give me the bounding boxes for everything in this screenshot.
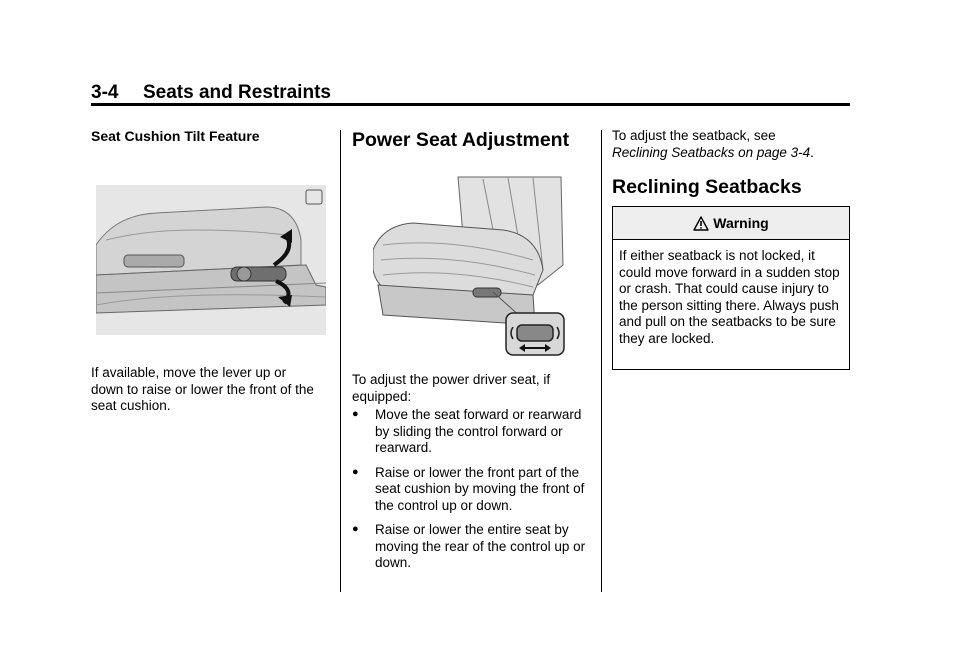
power-seat-illustration	[373, 175, 568, 357]
seat-cushion-tilt-heading: Seat Cushion Tilt Feature	[91, 128, 260, 144]
reclining-seatbacks-heading: Reclining Seatbacks	[612, 176, 802, 198]
warning-text: If either seatback is not locked, it could move forward in a sudden stop or crash. That could cause injury to the person sitting there. Always push and pull on the seatbacks to be sure they are locked.	[619, 248, 840, 346]
power-seat-adjustment-heading: Power Seat Adjustment	[352, 129, 570, 151]
bullet-icon: ●	[352, 465, 359, 478]
warning-box	[612, 206, 850, 370]
reclining-seatbacks-link[interactable]: Reclining Seatbacks on page 3-4	[612, 144, 811, 160]
warning-title: Warning	[713, 215, 769, 231]
header-rule	[91, 103, 850, 106]
column-divider-2	[601, 130, 602, 592]
warning-triangle-icon	[693, 216, 709, 231]
power-seat-bullet-list	[352, 407, 592, 580]
seat-cushion-tilt-text: If available, move the lever up or down to raise or lower the front of the seat cushion.	[91, 365, 314, 413]
list-item: ● Raise or lower the front part of the seat cushion by moving the front of the control up or down.	[352, 464, 585, 513]
seatback-intro: To adjust the seatback, see Reclining Seatbacks on page 3-4.	[612, 128, 814, 160]
bullet-icon: ●	[352, 408, 359, 420]
list-item: ● Raise or lower the entire seat by moving the rear of the control up or down.	[352, 522, 586, 570]
seat-cushion-tilt-illustration	[96, 185, 326, 335]
list-item: ● Move the seat forward or rearward by sliding the control forward or rearward.	[352, 407, 582, 455]
bullet-icon: ●	[352, 523, 359, 535]
page-number: 3-4	[91, 82, 119, 103]
section-title: Seats and Restraints	[143, 82, 331, 103]
warning-header	[613, 207, 849, 240]
column-divider-1	[340, 130, 341, 592]
power-seat-intro: To adjust the power driver seat, if equipped:	[352, 372, 551, 404]
